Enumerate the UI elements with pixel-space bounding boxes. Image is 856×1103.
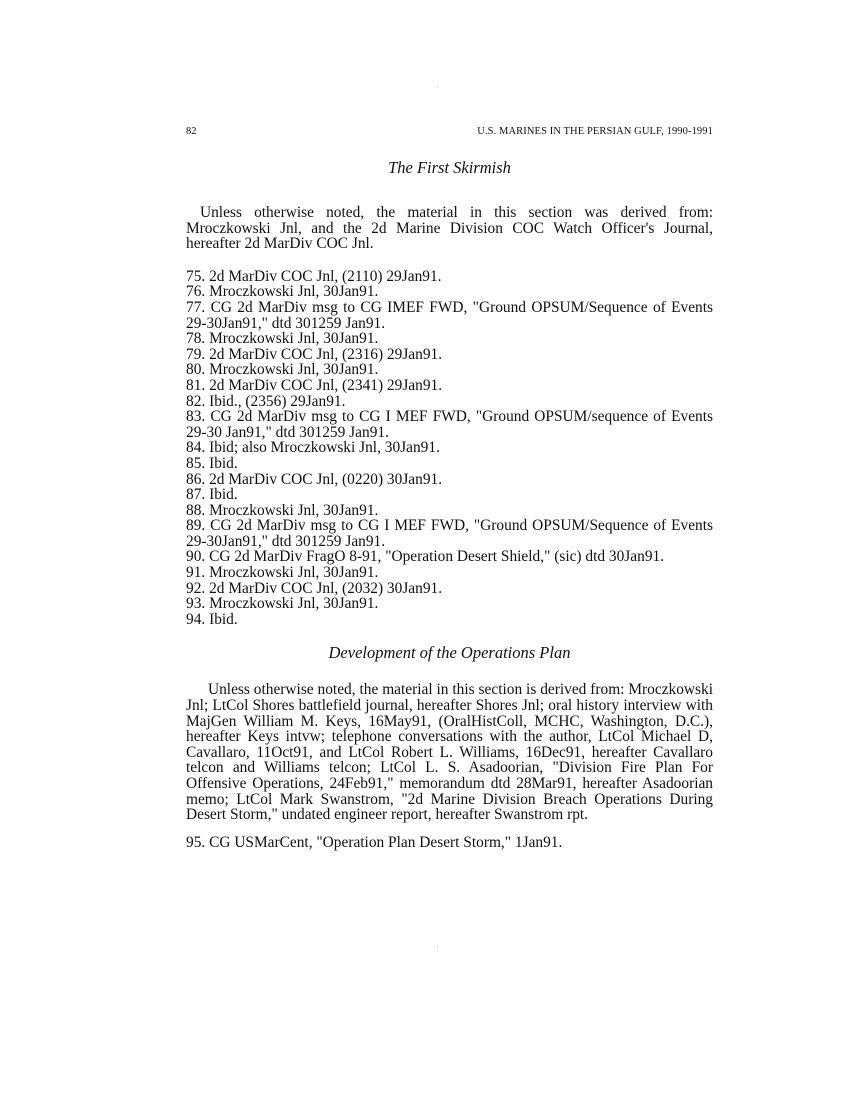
note: 89. CG 2d MarDiv msg to CG I MEF FWD, "Ground OPSUM/Sequence of Events 29-30Jan91," dtd 301259 Jan91. (186, 517, 713, 550)
note: 76. Mroczkowski Jnl, 30Jan91. (186, 283, 379, 301)
note: 93. Mroczkowski Jnl, 30Jan91. (186, 595, 379, 613)
document-page (186, 126, 713, 850)
note: 86. 2d MarDiv COC Jnl, (0220) 30Jan91. (186, 470, 443, 488)
note: 79. 2d MarDiv COC Jnl, (2316) 29Jan91. (186, 345, 443, 363)
notes-list (186, 269, 713, 628)
note: 95. CG USMarCent, "Operation Plan Desert Storm," 1Jan91. (186, 833, 563, 851)
note: 85. Ibid. (186, 454, 238, 472)
note: 78. Mroczkowski Jnl, 30Jan91. (186, 330, 379, 348)
note: 82. Ibid., (2356) 29Jan91. (186, 392, 346, 410)
note: 94. Ibid. (186, 610, 238, 628)
note: 90. CG 2d MarDiv FragO 8-91, "Operation Desert Shield," (sic) dtd 30Jan91. (186, 548, 665, 566)
note: 81. 2d MarDiv COC Jnl, (2341) 29Jan91. (186, 376, 443, 394)
section-intro: Unless otherwise noted, the material in this section is derived from: Mroczkowski Jnl; LtCol Shores battlefield journal, hereafter Shores Jnl; oral history interview with MajGen William M. Keys, 16May91, (OralHistColl, MCHC, Washington, D.C.), hereafter Keys intvw; telephone conversations with the author, LtCol Michael D, Cavallaro, 11Oct91, and LtCol Robert L. Williams, 16Dec91, hereafter Cavallaro telcon and Williams telcon; LtCol L. S. Asadoorian, "Division Fire Plan For Offensive Operations, 24Feb91," memorandum dtd 28Mar91, hereafter Asadoorian memo; LtCol Mark Swanstrom, "2d Marine Division Breach Operations During Desert Storm," undated engineer report, hereafter Swanstrom rpt. (186, 681, 713, 824)
running-title: U.S. MARINES IN THE PERSIAN GULF, 1990-1991 (477, 126, 713, 137)
section-intro: Unless otherwise noted, the material in this section was derived from: Mroczkowski Jnl, and the 2d Marine Division COC Watch Officer's Journal, hereafter 2d MarDiv COC Jnl. (186, 204, 713, 253)
running-header (186, 126, 713, 138)
note: 80. Mroczkowski Jnl, 30Jan91. (186, 361, 379, 379)
note: 75. 2d MarDiv COC Jnl, (2110) 29Jan91. (186, 267, 442, 285)
note: 91. Mroczkowski Jnl, 30Jan91. (186, 564, 379, 582)
notes-list (186, 835, 713, 851)
note: 83. CG 2d MarDiv msg to CG I MEF FWD, "Ground OPSUM/sequence of Events 29-30 Jan91," dtd 301259 Jan91. (186, 408, 713, 441)
section-title: Development of the Operations Plan (328, 643, 571, 663)
note: 87. Ibid. (186, 486, 238, 504)
scan-speck (437, 946, 438, 947)
section-title: The First Skirmish (388, 158, 511, 177)
scan-speck (437, 86, 438, 87)
note: 88. Mroczkowski Jnl, 30Jan91. (186, 501, 379, 519)
note: 92. 2d MarDiv COC Jnl, (2032) 30Jan91. (186, 579, 443, 597)
page-number: 82 (186, 126, 197, 137)
note: 84. Ibid; also Mroczkowski Jnl, 30Jan91. (186, 439, 440, 457)
note: 77. CG 2d MarDiv msg to CG IMEF FWD, "Ground OPSUM/Sequence of Events 29-30Jan91," dtd 301259 Jan91. (186, 298, 713, 332)
